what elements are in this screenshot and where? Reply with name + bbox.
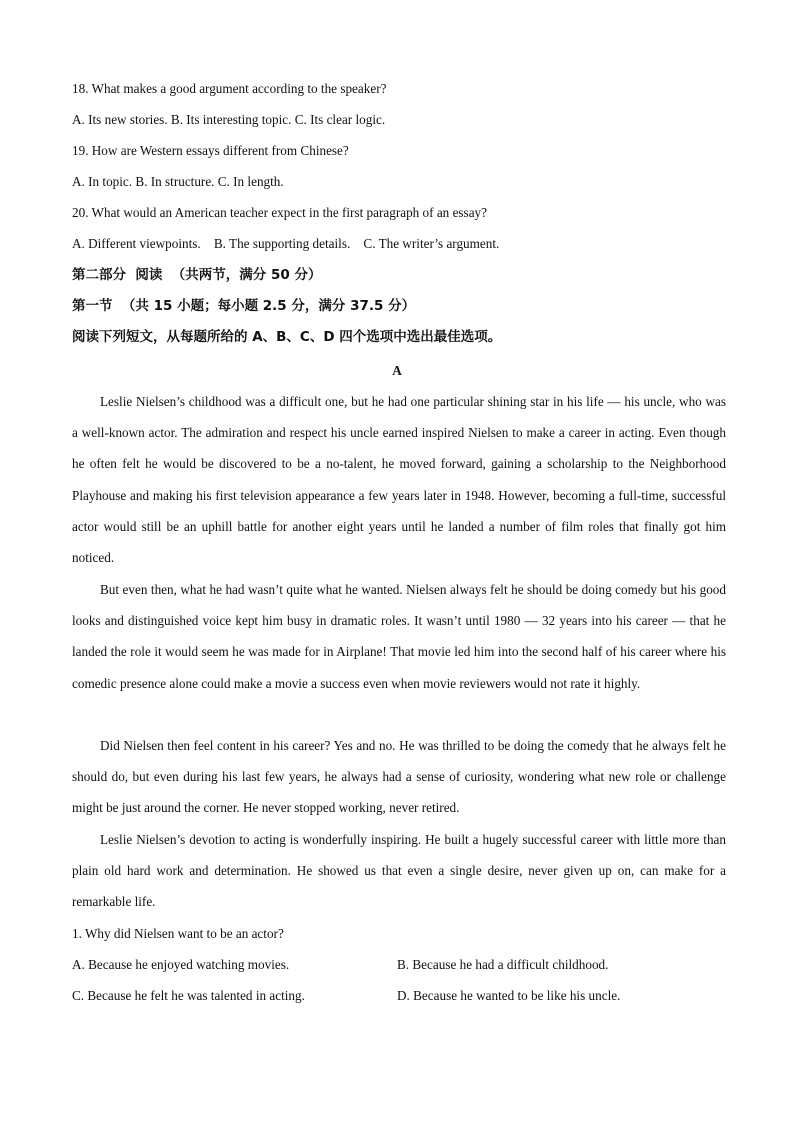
- passage-paragraph-2: But even then, what he had wasn’t quite what he wanted. Nielsen always felt he should be doing comedy but his good looks and distinguished voice kept him busy in dramatic roles. It wasn’t until 1980 — 32 years into his career — that he landed the role it would seem he was made for in Airplane! That movie led him into the second half of his career where his comedic presence alone could make a movie a success even when movie reviewers would not rate it highly.: [72, 582, 726, 691]
- question-20-options: A. Different viewpoints. B. The supporting details. C. The writer’s argument.: [72, 236, 500, 251]
- question-20-stem: 20. What would an American teacher expect in the first paragraph of an essay?: [72, 205, 487, 220]
- section-title: 第一节 （共 15 小题；每小题 2.5 分，满分 37.5 分）: [72, 298, 416, 314]
- question-18-options: A. Its new stories. B. Its interesting topic. C. Its clear logic.: [72, 112, 386, 127]
- part-title: 第二部分 阅读 （共两节，满分 50 分）: [72, 267, 322, 283]
- question-1-option-a: A. Because he enjoyed watching movies.: [72, 957, 290, 972]
- passage-paragraph-1: Leslie Nielsen’s childhood was a difficult one, but he had one particular shining star in his life — his uncle, who was a well-known actor. The admiration and respect his uncle earned inspired Nielsen to make a career in acting. Even though he often felt he would be discovered to be a no-talent, he moved forward, gaining a scholarship to the Neighborhood Playhouse and making his first television appearance a few years later in 1948. However, becoming a full-time, successful actor would still be an uphill battle for another eight years until he landed a number of film roles that finally got him noticed.: [72, 394, 726, 566]
- question-18-stem: 18. What makes a good argument according to the speaker?: [72, 81, 387, 96]
- question-19-options: A. In topic. B. In structure. C. In length.: [72, 174, 284, 189]
- question-1-option-d: D. Because he wanted to be like his uncle.: [397, 988, 621, 1003]
- instruction: 阅读下列短文，从每题所给的 A、B、C、D 四个选项中选出最佳选项。: [72, 329, 502, 345]
- passage-label: A: [392, 363, 402, 378]
- question-1-option-b: B. Because he had a difficult childhood.: [397, 957, 609, 972]
- passage-paragraph-4: Leslie Nielsen’s devotion to acting is wonderfully inspiring. He built a hugely successful career with little more than plain old hard work and determination. He showed us that even a single desire, never given up on, can make for a remarkable life.: [72, 832, 726, 910]
- question-1-stem: 1. Why did Nielsen want to be an actor?: [72, 926, 284, 941]
- question-19-stem: 19. How are Western essays different from Chinese?: [72, 143, 349, 158]
- passage-paragraph-3: Did Nielsen then feel content in his career? Yes and no. He was thrilled to be doing the comedy that he always felt he should do, but even during his last few years, he always had a sense of curiosity, wondering what new role or challenge might be just around the corner. He never stopped working, never retired.: [72, 738, 726, 816]
- question-1-option-c: C. Because he felt he was talented in acting.: [72, 988, 305, 1003]
